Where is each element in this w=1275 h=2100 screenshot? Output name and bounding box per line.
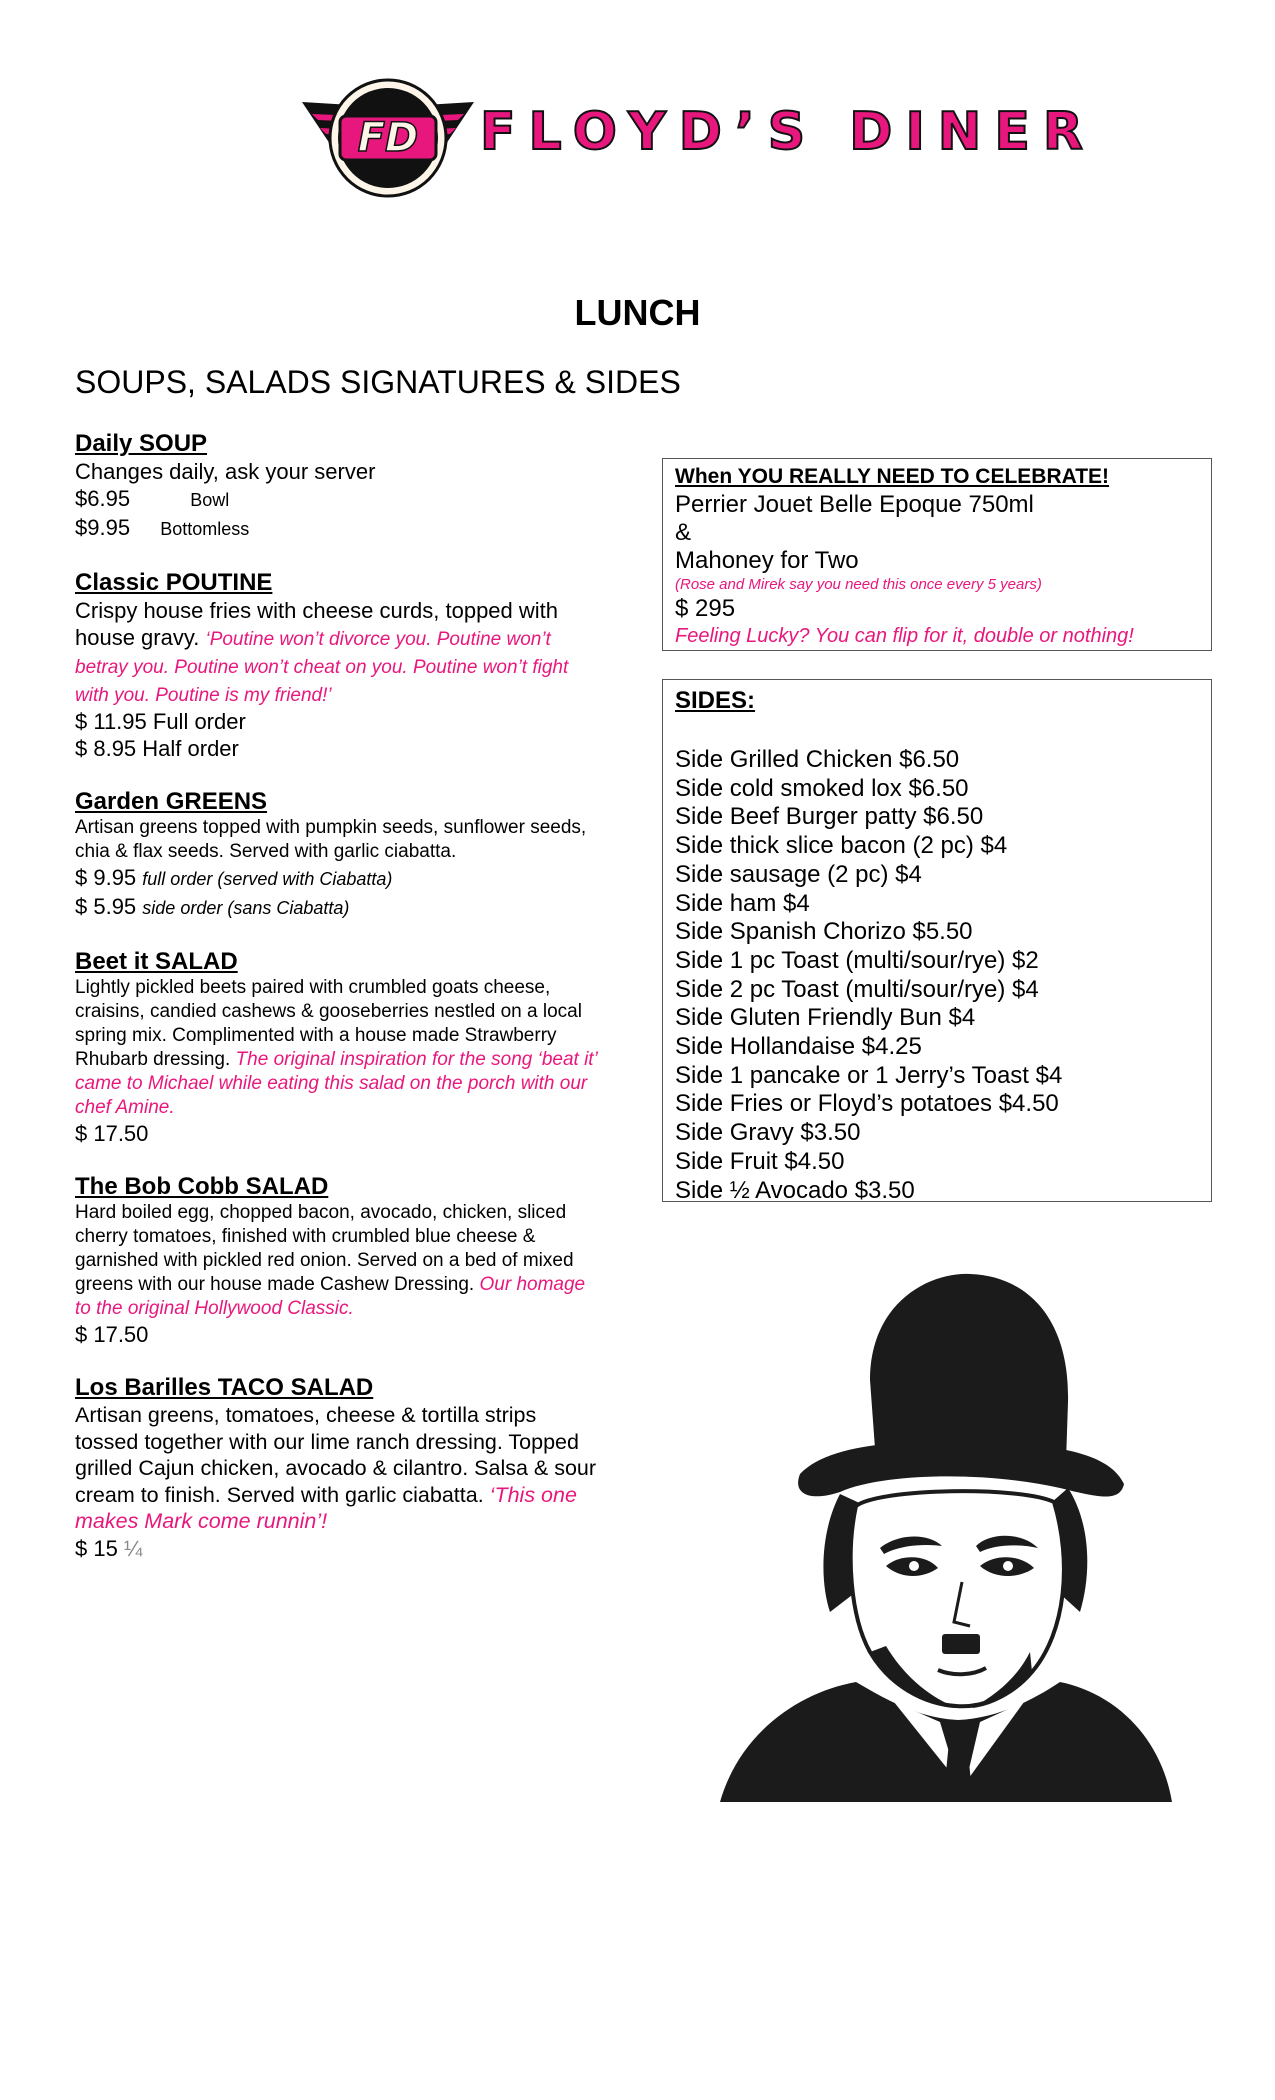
celebrate-line: & [675,519,692,546]
menu-item-soup [75,430,605,543]
price-row [75,485,605,514]
celebrate-heading: When YOU REALLY NEED TO CELEBRATE! [675,465,1110,488]
celebrate-line: Perrier Jouet Belle Epoque 750ml [675,491,1034,518]
diner-logo [298,76,1096,200]
side-item: Side 1 pancake or 1 Jerry’s Toast $4 [675,1061,1063,1089]
bowler-hat-man-illustration [680,1262,1200,1822]
sides-heading: SIDES: [675,687,756,714]
menu-item-desc: Artisan greens, tomatoes, cheese & tortilla strips tossed together with our lime ranch dressing. Topped grilled Cajun chicken, avocado & cilantro. Salsa & sour cream to finish. Served with garlic ciabatta. [75,1403,597,1507]
price: $9.95 [75,515,131,540]
side-item: Side Spanish Chorizo $5.50 [675,918,973,946]
price-row [75,514,605,543]
side-item: Side cold smoked lox $6.50 [675,774,969,802]
price-row [75,864,605,893]
diner-name: FLOYD’S DINER [480,102,1096,162]
side-item: Side thick slice bacon (2 pc) $4 [675,832,1008,860]
side-item: Side sausage (2 pc) $4 [675,860,922,888]
celebrate-lucky: Feeling Lucky? You can flip for it, double or nothing! [675,625,1134,647]
menu-item-desc: Lightly pickled beets paired with crumbled goats cheese, craisins, candied cashews & gooseberries nestled on a local spring mix. Complimented with a house made Strawberry Rhubarb dressing. [75,977,582,1070]
price-note: full order (served with Ciabatta) [142,869,393,889]
price-row [75,1535,605,1562]
price: $6.95 [75,486,131,511]
menu-item-quote: Our homage to the original Hollywood Classic. [75,1274,586,1319]
menu-item-quote: ‘This one makes Mark come runnin’! [75,1482,577,1533]
side-item: Side ham $4 [675,889,810,917]
price-row [75,893,605,922]
fd-monogram: FD [357,115,419,161]
sides-box [662,679,1212,1202]
menu-item-poutine [75,569,605,762]
celebrate-line: Mahoney for Two [675,547,859,574]
side-item: Side 1 pc Toast (multi/sour/rye) $2 [675,946,1039,974]
price: $ 15 [75,1535,118,1561]
menu-item-desc: Crispy house fries with cheese curds, topped with house gravy. [75,598,559,650]
menu-item-title: Beet it SALAD [75,948,238,975]
menu-item-taco-salad [75,1374,605,1562]
menu-item-desc: Hard boiled egg, chopped bacon, avocado, chicken, sliced cherry tomatoes, finished with crumbled blue cheese & garnished with pickled red onion. Served on a bed of mixed greens with our house made Cashew Dressing. [75,1202,574,1295]
menu-items-column [75,430,605,1588]
side-item: Side Fries or Floyd’s potatoes $4.50 [675,1090,1059,1118]
menu-item-quote: ‘Poutine won’t divorce you. Poutine won’t betray you. Poutine won’t cheat on you. Poutine won’t fight with you. Poutine is my friend!’ [75,629,569,706]
menu-item-desc-wrap [75,1402,605,1535]
menu-item-title: The Bob Cobb SALAD [75,1173,329,1200]
celebrate-box [662,458,1212,651]
menu-item-title: Classic POUTINE [75,569,273,596]
menu-item-title: Daily SOUP [75,430,208,457]
side-item: Side Hollandaise $4.25 [675,1033,922,1061]
menu-item-desc-wrap [75,1201,605,1321]
price-fraction: ¼ [123,1535,143,1561]
menu-item-greens [75,788,605,922]
side-item: Side 2 pc Toast (multi/sour/rye) $4 [675,975,1039,1003]
price-note: Bottomless [160,519,250,539]
price: $ 17.50 [75,1322,149,1347]
price-row: $ 11.95 Full order [75,709,246,734]
side-item: Side Fruit $4.50 [675,1147,845,1175]
page-title: LUNCH [574,292,701,333]
side-item: Side Gluten Friendly Bun $4 [675,1004,976,1032]
menu-item-desc: Artisan greens topped with pumpkin seeds, sunflower seeds, chia & flax seeds. Served with garlic ciabatta. [75,817,587,862]
menu-item-cobb-salad [75,1173,605,1348]
menu-item-quote: The original inspiration for the song ‘beat it’ came to Michael while eating this salad on the porch with our chef Amine. [75,1049,597,1118]
price-row: $ 8.95 Half order [75,736,239,761]
side-item: Side Grilled Chicken $6.50 [675,746,960,773]
menu-item-beet-salad [75,948,605,1147]
menu-item-desc-wrap [75,597,605,708]
menu-item-desc: Changes daily, ask your server [75,459,376,484]
price: $ 9.95 [75,865,137,890]
menu-item-title: Los Barilles TACO SALAD [75,1374,374,1401]
price: $ 5.95 [75,894,137,919]
menu-item-desc-wrap [75,976,605,1120]
side-item: Side Beef Burger patty $6.50 [675,803,984,831]
price-note: side order (sans Ciabatta) [142,898,350,918]
celebrate-note: (Rose and Mirek say you need this once every 5 years) [675,576,1042,593]
side-item: Side Gravy $3.50 [675,1119,861,1147]
section-subtitle: SOUPS, SALADS SIGNATURES & SIDES [75,364,681,400]
menu-item-title: Garden GREENS [75,788,268,815]
celebrate-price: $ 295 [675,595,736,622]
price-note: Bowl [190,490,230,510]
price: $ 17.50 [75,1121,149,1146]
side-item: Side ½ Avocado $3.50 [675,1176,915,1204]
